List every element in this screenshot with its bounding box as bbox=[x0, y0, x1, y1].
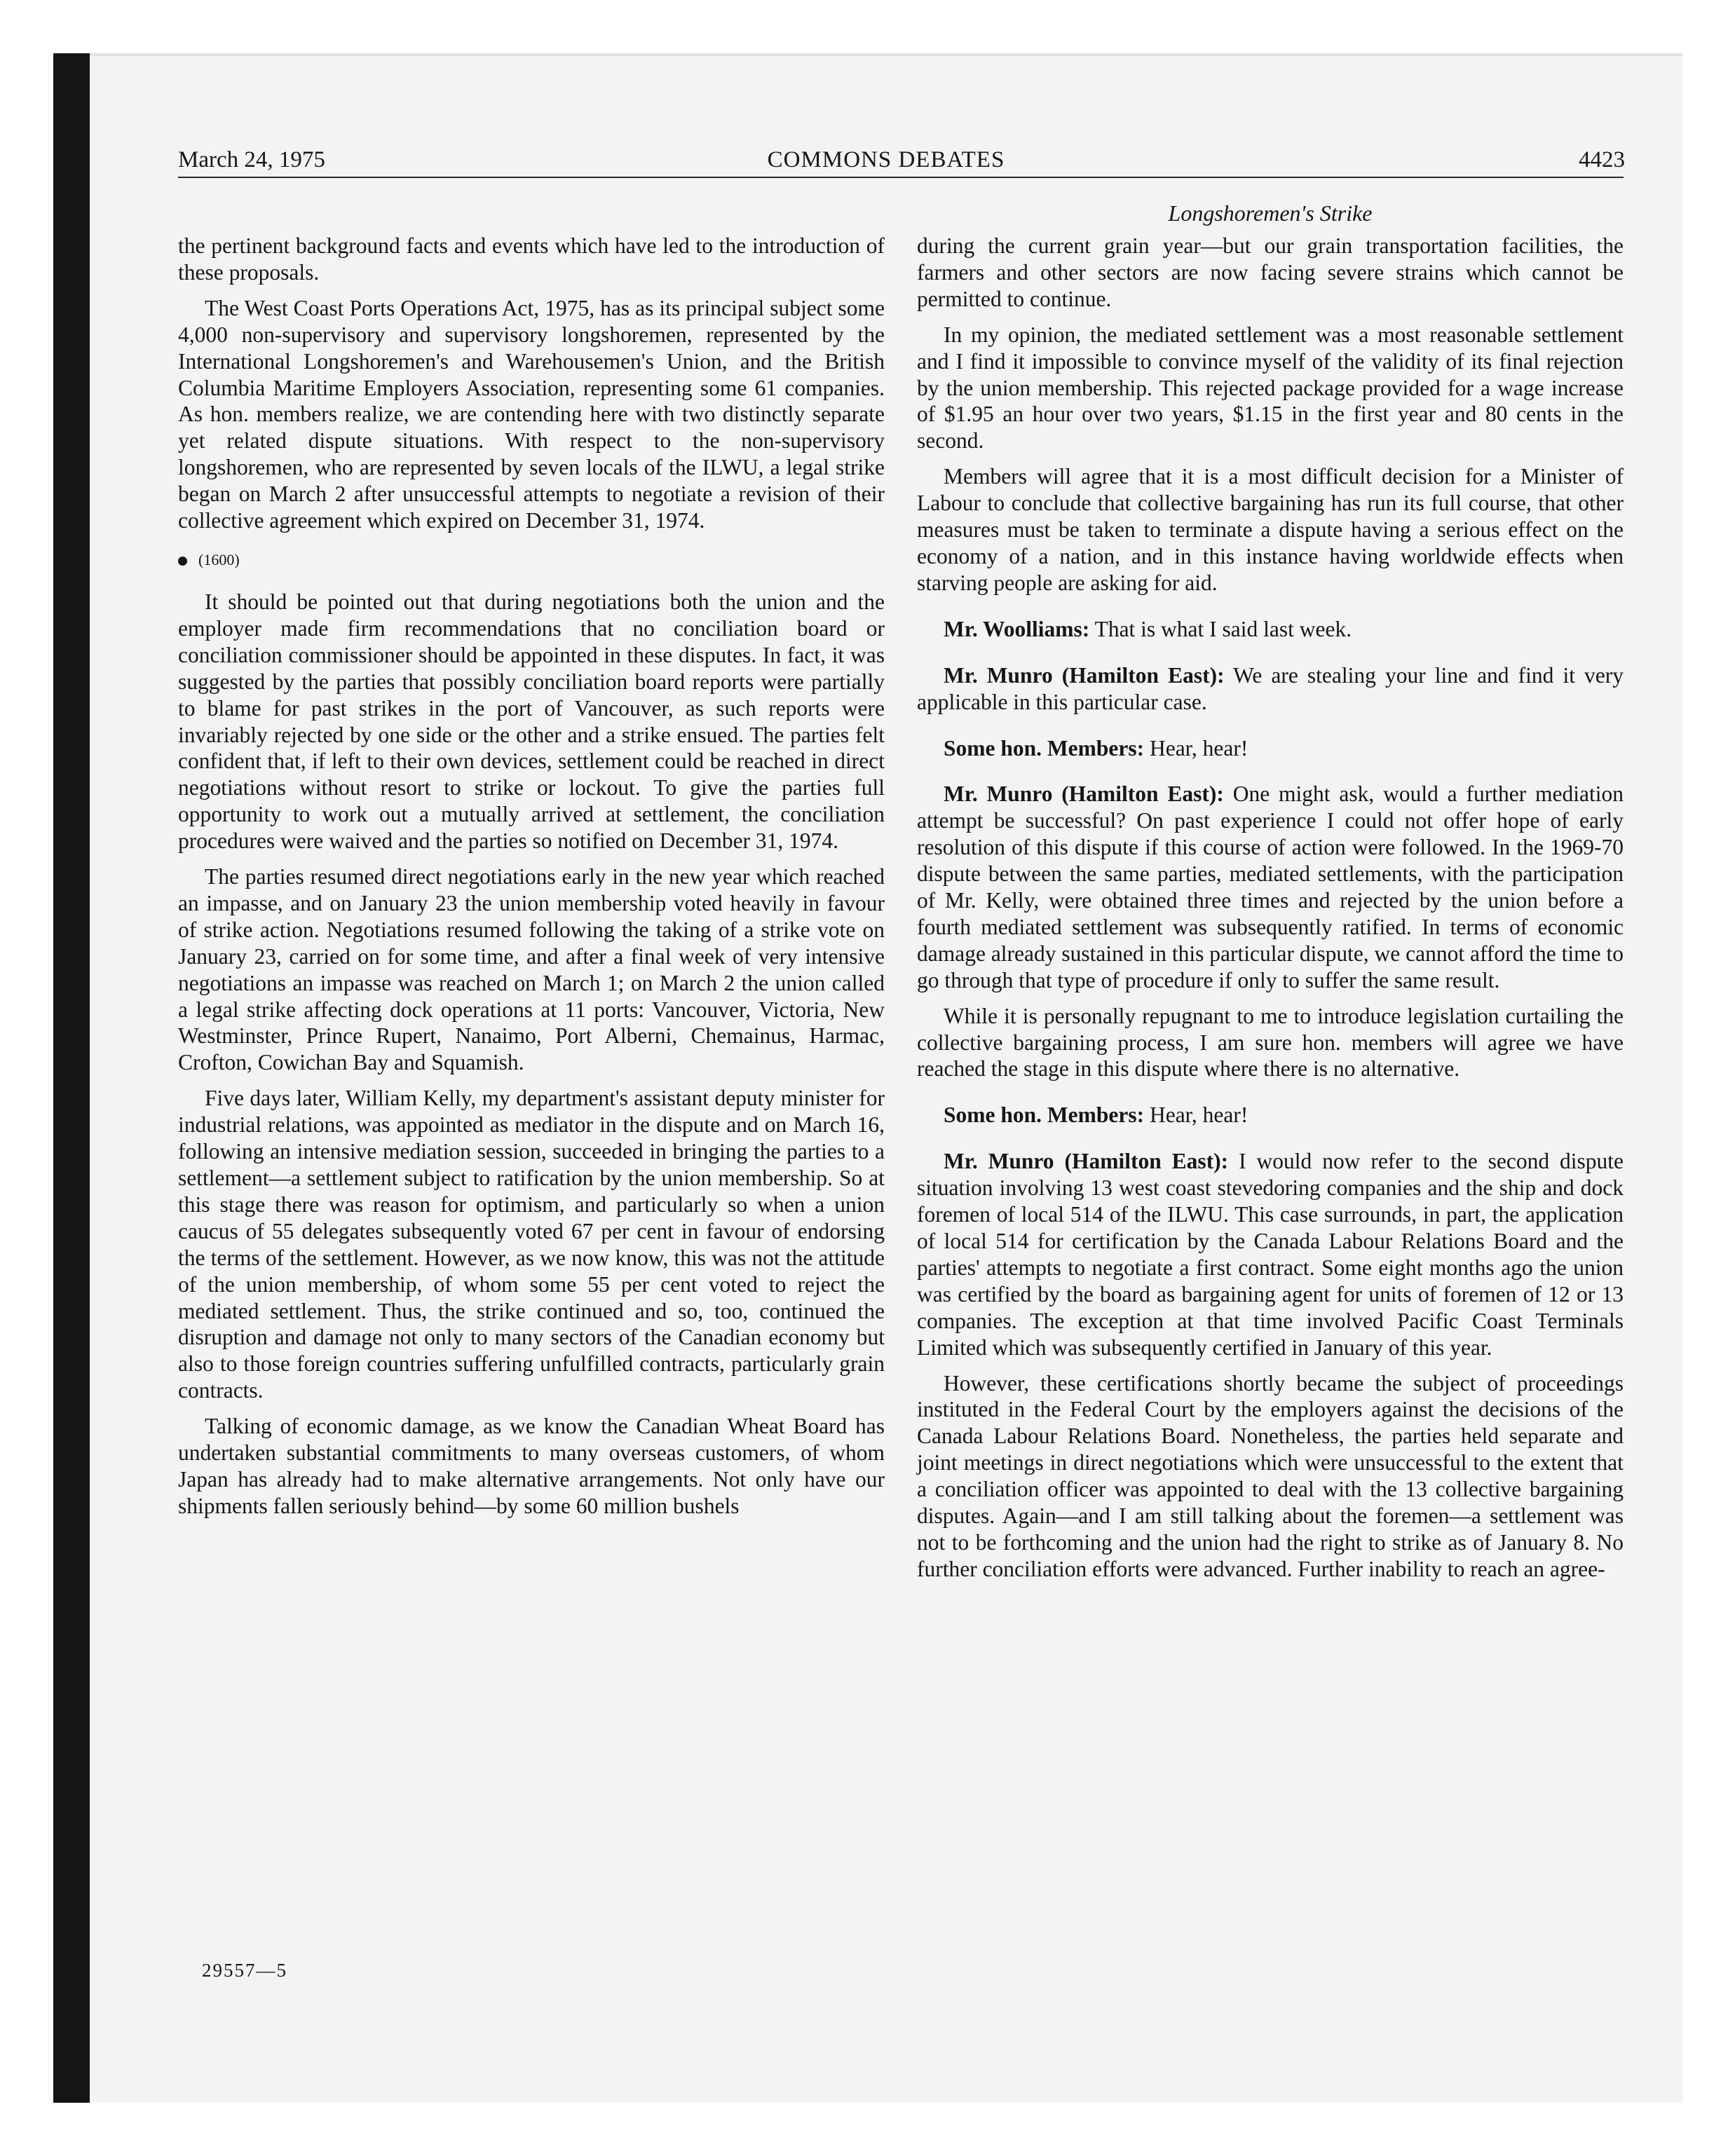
speech-text: One might ask, would a further mediation attempt be successful? On past experience I could not offer hope of early resolution of this dispute if this course of action were followed. In the 1969-70 dispute between the same parties, mediated settlements, with the participation of Mr. Kelly, were obtained three times and rejected by the union before a fourth mediated settlement was subsequently ratified. In terms of economic damage already sustained in this particular dispute, we cannot afford the time to go through that type of procedure if only to suffer the same result. bbox=[917, 782, 1624, 992]
page-number: 4423 bbox=[1579, 147, 1625, 172]
paragraph: during the current grain year—but our grain transportation facilities, the farmers and other sectors are now facing severe strains which cannot be permitted to continue. bbox=[917, 233, 1624, 311]
paragraph: Talking of economic damage, as we know the Canadian Wheat Board has undertaken substantial commitments to many overseas customers, of whom Japan has already had to make alternative arrangements. Not only have our shipments fallen seriously behind—by some 60 million bushels bbox=[178, 1414, 885, 1518]
speech-text: We are stealing your line and find it very applicable in this particular case. bbox=[917, 662, 1624, 714]
right-column bbox=[917, 233, 1624, 1592]
speech bbox=[917, 616, 1624, 643]
speaker-name: Mr. Munro (Hamilton East): bbox=[944, 662, 1225, 688]
paragraph: While it is personally repugnant to me to introduce legislation curtailing the collective bargaining process, I am sure hon. members will agree we have reached the stage in this dispute where there is no alternative. bbox=[917, 1003, 1624, 1082]
paragraph: However, these certifications shortly became the subject of proceedings instituted in the Federal Court by the employers against the decisions of the Canada Labour Relations Board. Nonetheless, the parties held separate and joint meetings in direct negotiations which were unsuccessful to the extent that a conciliation officer was appointed to deal with the 13 collective bargaining disputes. Again—and I am still talking about the foremen—a settlement was not to be forthcoming and the union had the right to strike as of January 8. No further conciliation efforts were advanced. Further inability to reach an agree- bbox=[917, 1370, 1624, 1581]
running-head: Longshoremen's Strike bbox=[1168, 200, 1373, 226]
paragraph: The parties resumed direct negotiations early in the new year which reached an impasse, and on January 23 the union membership voted heavily in favour of strike action. Negotiations resumed following the taking of a strike vote on January 23, carried on for some time, and after a final week of very intensive negotiations an impasse was reached on March 1; on March 2 the union called a legal strike affecting dock operations at 11 ports: Vancouver, Victoria, New Westminster, Prince Rupert, Nanaimo, Port Alberni, Chemainus, Harmac, Crofton, Cowichan Bay and Squamish. bbox=[178, 864, 885, 1075]
speech bbox=[917, 1102, 1624, 1128]
speech bbox=[917, 1148, 1624, 1360]
paragraph: It should be pointed out that during negotiations both the union and the employer made firm recommendations that no conciliation board or conciliation commissioner should be appointed in these disputes. In fact, it was suggested by the parties that possibly conciliation board reports were partially to blame for past strikes in the port of Vancouver, as such reports were invariably rejected by one side or the other and a strike ensued. The parties felt confident that, if left to their own devices, settlement could be reached in direct negotiations without resort to strike or lockout. To give the parties full opportunity to work out a mutually arrived at settlement, the conciliation procedures were waived and the parties so notified on December 31, 1974. bbox=[178, 589, 885, 854]
bullet-icon bbox=[178, 557, 187, 566]
footer-code: 29557—5 bbox=[202, 1960, 287, 1981]
page bbox=[90, 56, 1682, 2103]
speech bbox=[917, 662, 1624, 716]
speaker-name: Some hon. Members: bbox=[944, 1103, 1145, 1128]
paragraph: the pertinent background facts and events which have led to the introduction of these proposals. bbox=[178, 233, 885, 285]
scan-border bbox=[53, 53, 90, 2103]
speaker-name: Mr. Woolliams: bbox=[944, 616, 1090, 641]
paragraph: Five days later, William Kelly, my department's assistant deputy minister for industrial relations, was appointed as mediator in the dispute and on March 16, following an intensive mediation session, succeeded in bringing the parties to a settlement—a settlement subject to ratification by the union membership. So at this stage there was reason for optimism, and particularly so when a union caucus of 55 delegates subsequently voted 67 per cent in favour of endorsing the terms of the settlement. However, as we now know, this was not the attitude of the union membership, of whom some 55 per cent voted to reject the mediated settlement. Thus, the strike continued and so, too, continued the disruption and damage not only to many sectors of the Canadian economy but also to those foreign countries suffering unfulfilled contracts, particularly grain contracts. bbox=[178, 1086, 885, 1403]
header-title: COMMONS DEBATES bbox=[767, 147, 1005, 172]
speech-text: I would now refer to the second dispute situation involving 13 west coast stevedoring companies and the ship and dock foremen of local 514 of the ILWU. This case surrounds, in part, the application of local 514 for certification by the Canada Labour Relations Board and the parties' attempts to negotiate a first contract. Some eight months ago the union was certified by the board as bargaining agent for units of foremen of 12 or 13 companies. The exception at that time involved Pacific Coast Terminals Limited which was subsequently certified in January of this year. bbox=[917, 1149, 1624, 1360]
header-date: March 24, 1975 bbox=[178, 147, 325, 172]
left-column bbox=[178, 233, 885, 1529]
paragraph: In my opinion, the mediated settlement was a most reasonable settlement and I find it impossible to convince myself of the validity of its final rejection by the union membership. This rejected package provided for a wage increase of $1.95 an hour over two years, $1.15 in the first year and 80 cents in the second. bbox=[917, 322, 1624, 453]
speech-text: Hear, hear! bbox=[1149, 1103, 1248, 1128]
time-marker-label: (1600) bbox=[198, 550, 240, 568]
speech bbox=[917, 735, 1624, 762]
speaker-name: Mr. Munro (Hamilton East): bbox=[944, 1149, 1229, 1174]
header-rule bbox=[178, 177, 1624, 178]
speech-text: That is what I said last week. bbox=[1094, 616, 1352, 641]
speech bbox=[917, 781, 1624, 993]
paragraph: The West Coast Ports Operations Act, 1975, has as its principal subject some 4,000 non-supervisory and supervisory longshoremen, represented by the International Longshoremen's and Warehousemen's Union, and the British Columbia Maritime Employers Association, representing some 61 companies. As hon. members realize, we are contending here with two distinctly separate yet related dispute situations. With respect to the non-supervisory longshoremen, who are represented by seven locals of the ILWU, a legal strike began on March 2 after unsuccessful attempts to negotiate a revision of their collective agreement which expired on December 31, 1974. bbox=[178, 295, 885, 533]
speaker-name: Some hon. Members: bbox=[944, 735, 1145, 760]
speaker-name: Mr. Munro (Hamilton East): bbox=[944, 782, 1224, 807]
speech-text: Hear, hear! bbox=[1149, 735, 1248, 760]
time-marker bbox=[178, 550, 885, 571]
paragraph: Members will agree that it is a most difficult decision for a Minister of Labour to conclude that collective bargaining has run its full course, that other measures must be taken to terminate a dispute having a serious effect on the economy of a nation, and in this instance having worldwide effects when starving people are asking for aid. bbox=[917, 464, 1624, 595]
